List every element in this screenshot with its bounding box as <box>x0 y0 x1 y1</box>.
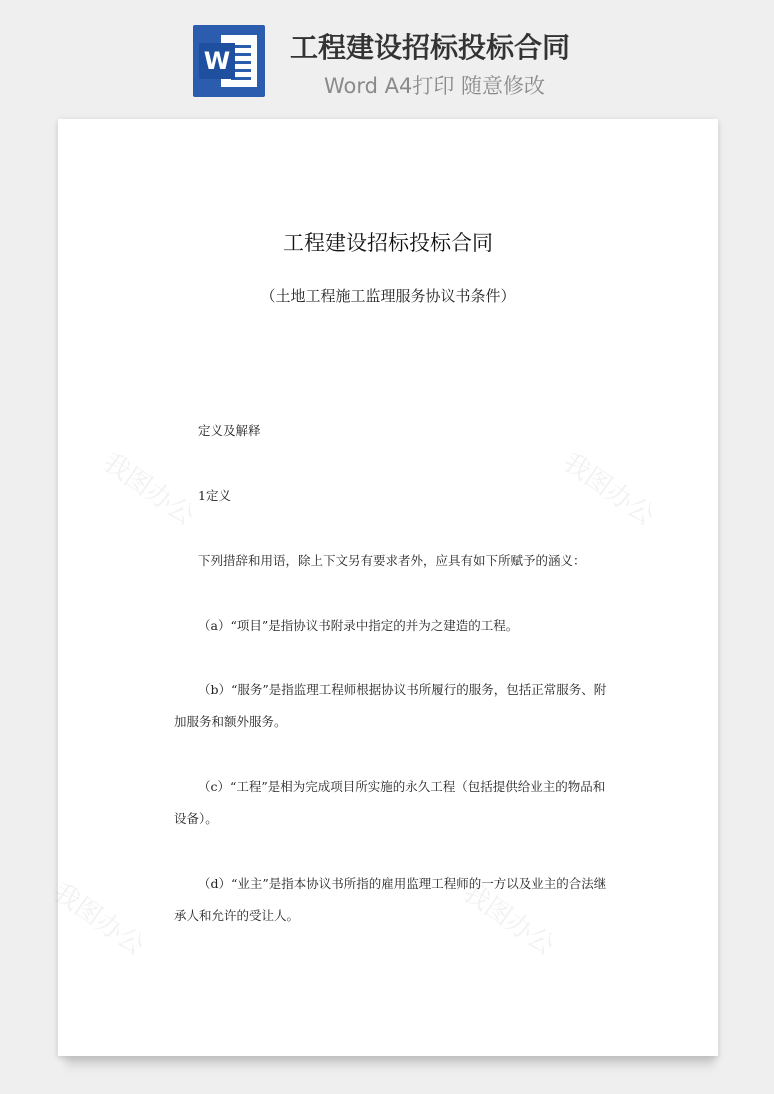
paragraph: 下列措辞和用语，除上下文另有要求者外，应具有如下所赋予的涵义： <box>198 553 586 568</box>
paragraph: （b）“服务”是指监理工程师根据协议书所履行的服务，包括正常服务、附 <box>198 682 607 697</box>
document-page <box>47 119 718 1056</box>
paragraph: （c）“工程”是相为完成项目所实施的永久工程（包括提供给业主的物品和 <box>198 779 606 794</box>
page-header <box>0 0 774 110</box>
word-icon <box>193 25 265 97</box>
watermark: 我图办公 <box>97 447 200 532</box>
paragraph-continuation: 设备）。 <box>174 811 218 826</box>
header-title: 工程建设招标投标合同 <box>290 31 571 64</box>
header-subtitle: Word A4打印 随意修改 <box>324 74 546 98</box>
document-title: 工程建设招标投标合同 <box>283 231 493 255</box>
word-icon-letter: W <box>199 43 235 79</box>
paragraph: （d）“业主”是指本协议书所指的雇用监理工程师的一方以及业主的合法继 <box>198 876 607 891</box>
paragraph-continuation: 承人和允许的受让人。 <box>174 908 300 923</box>
section-heading: 定义及解释 <box>198 423 261 438</box>
watermark: 我图办公 <box>557 447 660 532</box>
watermark: 我图办公 <box>457 877 560 962</box>
document-subtitle: （土地工程施工监理服务协议书条件） <box>260 287 516 305</box>
paper-shadow <box>66 1056 714 1070</box>
watermark: 我图办公 <box>47 877 150 962</box>
paragraph-continuation: 加服务和额外服务。 <box>174 714 287 729</box>
paragraph: （a）“项目”是指协议书附录中指定的并为之建造的工程。 <box>198 618 519 633</box>
subsection-heading: 1定义 <box>198 488 231 503</box>
